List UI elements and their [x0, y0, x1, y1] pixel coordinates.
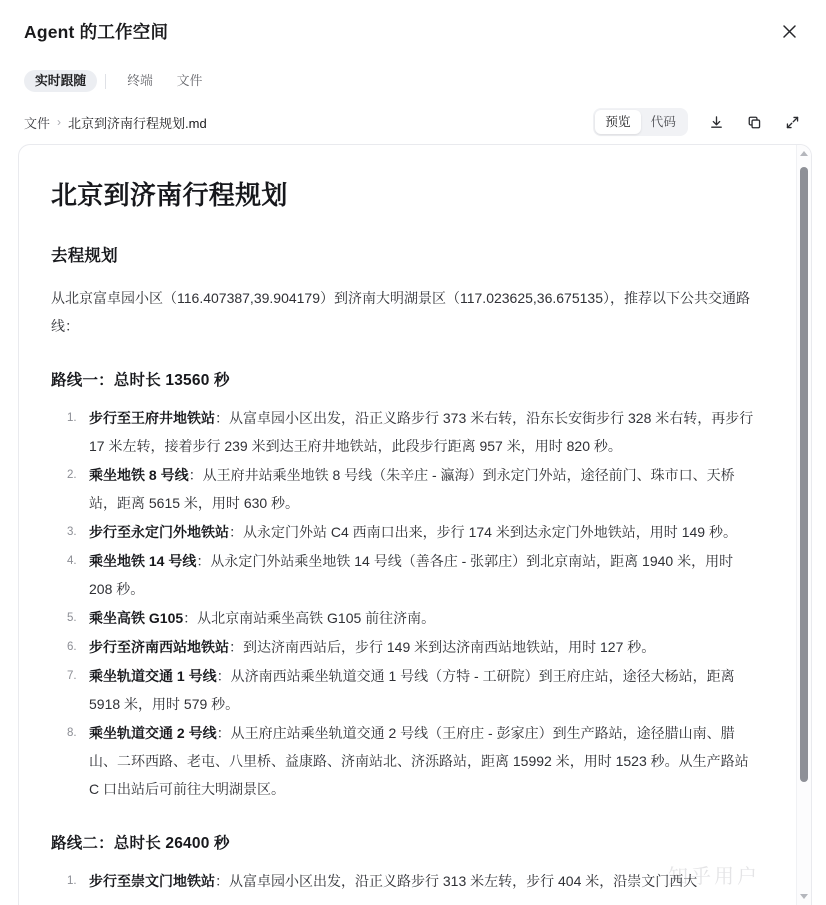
tab-files[interactable]: 文件 [176, 72, 203, 88]
list-item [89, 867, 760, 895]
view-mode-toggle [593, 108, 688, 137]
step-text: ：到达济南西站后，步行 149 米到达济南西站地铁站，用时 127 秒。 [229, 639, 656, 655]
step-text: ：从北京南站乘坐高铁 G105 前往济南。 [183, 610, 436, 626]
step-label: 乘坐高铁 G105 [89, 610, 184, 626]
document-viewer-card [18, 144, 812, 905]
scroll-up-arrow-icon[interactable] [797, 147, 811, 160]
tab-divider [105, 74, 106, 89]
list-item [89, 604, 760, 632]
vertical-scrollbar[interactable] [796, 145, 811, 905]
route-2-heading: 路线二：总时长 26400 秒 [51, 835, 230, 852]
step-text: ：从富卓园小区出发，沿正义路步行 313 米左转，步行 404 米，沿崇文门西大 [215, 873, 698, 889]
view-mode-code[interactable]: 代码 [650, 114, 676, 129]
step-label: 步行至崇文门地铁站 [89, 873, 215, 889]
step-label: 乘坐地铁 14 号线 [89, 553, 197, 569]
scrollbar-thumb[interactable] [800, 167, 808, 782]
page-title: Agent 的工作空间 [24, 21, 169, 42]
document-scroll-area [19, 145, 796, 905]
breadcrumb-root[interactable]: 文件 [24, 115, 51, 131]
route-1-steps [51, 404, 760, 803]
list-item [89, 719, 760, 803]
doc-title: 北京到济南行程规划 [51, 180, 288, 210]
workspace-header [0, 0, 826, 62]
route-2-steps [51, 867, 760, 895]
copy-icon[interactable] [740, 108, 768, 136]
watermark: 知乎用户 [668, 866, 760, 888]
step-text: ：从富卓园小区出发，沿正义路步行 373 米右转，沿东长安街步行 328 米右转，再步行 17 米左转，接着步行 239 米到达王府井地铁站，此段步行距离 957 米，用时 820 秒。 [89, 410, 754, 454]
chevron-right-icon: › [57, 115, 62, 129]
list-item [89, 547, 760, 603]
step-text: ：从王府井站乘坐地铁 8 号线（朱辛庄 - 瀛海）到永定门外站，途径前门、珠市口、天桥站，距离 5615 米，用时 630 秒。 [89, 467, 735, 511]
view-mode-preview[interactable]: 预览 [595, 110, 640, 135]
markdown-content [51, 175, 760, 895]
step-label: 步行至济南西站地铁站 [89, 639, 229, 655]
step-label: 步行至王府井地铁站 [89, 410, 215, 426]
breadcrumb [24, 113, 583, 132]
step-label: 乘坐地铁 8 号线 [89, 467, 189, 483]
doc-intro-paragraph: 从北京富卓园小区（116.407387,39.904179）到济南大明湖景区（117.023625,36.675135），推荐以下公共交通路线： [51, 290, 750, 334]
list-item [89, 662, 760, 718]
workspace-tabs [0, 62, 826, 100]
step-text: ：从王府庄站乘坐轨道交通 2 号线（王府庄 - 彭家庄）到生产路站，途径腊山南、腊山、二环西路、老屯、八里桥、益康路、济南站北、济泺路站，距离 15992 米，用时 1523 秒。从生产路站 C 口出站后可前往大明湖景区。 [89, 725, 749, 797]
step-label: 乘坐轨道交通 1 号线 [89, 668, 217, 684]
tab-live-follow[interactable]: 实时跟随 [24, 70, 97, 93]
list-item [89, 518, 760, 546]
close-icon[interactable] [774, 16, 804, 46]
step-text: ：从济南西站乘坐轨道交通 1 号线（方特 - 工研院）到王府庄站，途径大杨站，距离 5918 米，用时 579 秒。 [89, 668, 735, 712]
step-label: 步行至永定门外地铁站 [89, 524, 229, 540]
doc-section-heading: 去程规划 [51, 247, 118, 265]
step-label: 乘坐轨道交通 2 号线 [89, 725, 217, 741]
step-text: ：从永定门外站乘坐地铁 14 号线（善各庄 - 张郭庄）到北京南站，距离 1940 米，用时 208 秒。 [89, 553, 734, 597]
file-toolbar [0, 100, 826, 144]
route-1-heading: 路线一：总时长 13560 秒 [51, 372, 230, 389]
list-item [89, 633, 760, 661]
download-icon[interactable] [702, 108, 730, 136]
list-item [89, 404, 760, 460]
expand-icon[interactable] [778, 108, 806, 136]
step-text: ：从永定门外站 C4 西南口出来，步行 174 米到达永定门外地铁站，用时 149 秒。 [229, 524, 737, 540]
list-item [89, 461, 760, 517]
tab-terminal[interactable]: 终端 [127, 72, 153, 88]
scroll-down-arrow-icon[interactable] [797, 890, 811, 903]
breadcrumb-current-file[interactable]: 北京到济南行程规划.md [68, 115, 207, 131]
